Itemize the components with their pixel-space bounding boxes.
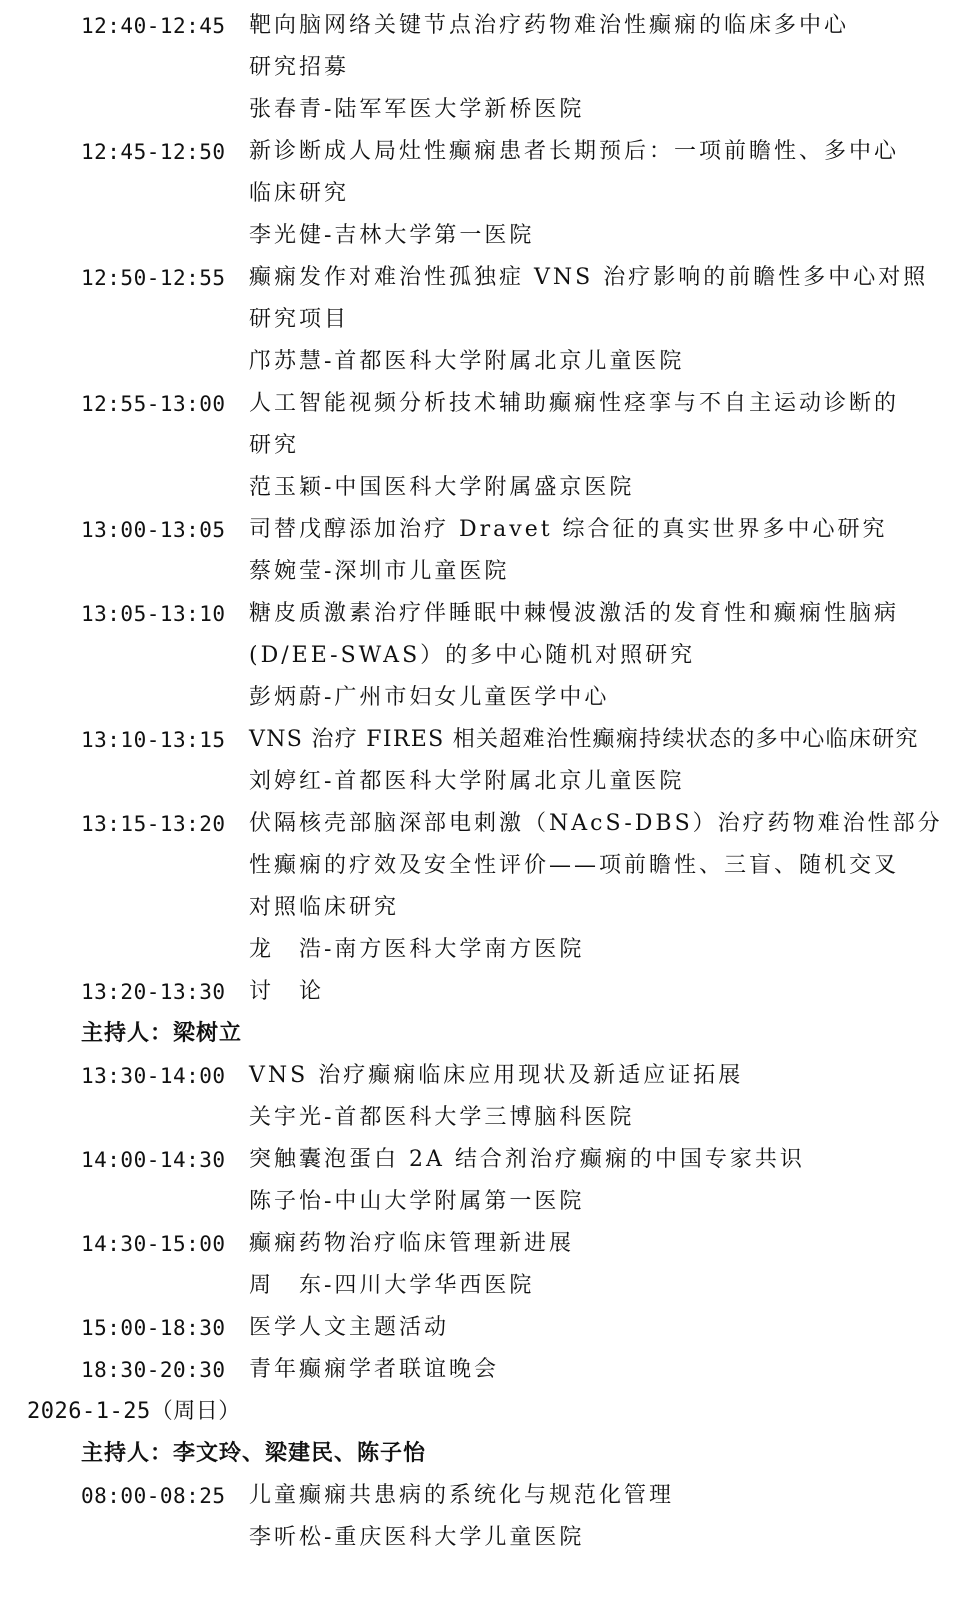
agenda-row	[0, 1140, 959, 1180]
session-speaker: 关宇光-首都医科大学三博脑科医院	[249, 1105, 635, 1130]
session-time: 12:40-12:45	[81, 14, 226, 38]
session-title: 靶向脑网络关键节点治疗药物难治性癫痫的临床多中心	[249, 13, 850, 38]
session-speaker: 张春青-陆军军医大学新桥医院	[249, 97, 585, 122]
agenda-row	[0, 678, 959, 718]
session-title-continued: 研究招募	[249, 55, 350, 80]
session-time: 14:00-14:30	[81, 1148, 226, 1172]
session-title-continued: 性癫痫的疗效及安全性评价——项前瞻性、三盲、随机交叉	[249, 853, 900, 878]
agenda-row	[0, 174, 959, 214]
session-title-continued: 对照临床研究	[249, 895, 400, 920]
session-time: 08:00-08:25	[81, 1484, 226, 1508]
agenda-row	[0, 6, 959, 46]
agenda-row	[0, 846, 959, 886]
session-title: 突触囊泡蛋白 2A 结合剂治疗癫痫的中国专家共识	[249, 1147, 805, 1172]
agenda-row	[0, 1266, 959, 1306]
agenda-row	[0, 1434, 959, 1474]
session-title: 青年癫痫学者联谊晚会	[249, 1357, 500, 1382]
session-time: 13:15-13:20	[81, 812, 226, 836]
agenda-row	[0, 636, 959, 676]
agenda-row	[0, 594, 959, 634]
agenda-row	[0, 468, 959, 508]
session-speaker: 陈子怡-中山大学附属第一医院	[249, 1189, 585, 1214]
agenda-row	[0, 888, 959, 928]
session-speaker: 蔡婉莹-深圳市儿童医院	[249, 559, 510, 584]
session-title: 讨 论	[249, 979, 325, 1004]
session-time: 14:30-15:00	[81, 1232, 226, 1256]
session-speaker: 范玉颖-中国医科大学附属盛京医院	[249, 475, 635, 500]
session-title: VNS 治疗癫痫临床应用现状及新适应证拓展	[249, 1063, 744, 1088]
agenda-row	[0, 1350, 959, 1390]
agenda-row	[0, 1056, 959, 1096]
session-time: 13:10-13:15	[81, 728, 226, 752]
agenda-row	[0, 930, 959, 970]
agenda-row	[0, 258, 959, 298]
session-title: 伏隔核壳部脑深部电刺激（NAcS-DBS）治疗药物难治性部分	[249, 811, 943, 836]
session-time: 12:45-12:50	[81, 140, 226, 164]
session-speaker: 刘婷红-首都医科大学附属北京儿童医院	[249, 769, 685, 794]
session-title: 癫痫发作对难治性孤独症 VNS 治疗影响的前瞻性多中心对照	[249, 265, 929, 290]
session-title: 新诊断成人局灶性癫痫患者长期预后：一项前瞻性、多中心	[249, 139, 900, 164]
agenda-row	[0, 342, 959, 382]
session-time: 12:50-12:55	[81, 266, 226, 290]
session-time: 13:05-13:10	[81, 602, 226, 626]
agenda-row	[0, 1392, 959, 1432]
session-speaker: 彭炳蔚-广州市妇女儿童医学中心	[249, 685, 610, 710]
agenda-row	[0, 762, 959, 802]
session-title-continued: 研究	[249, 433, 300, 458]
agenda-row	[0, 1182, 959, 1222]
agenda-row	[0, 1098, 959, 1138]
session-title-continued: (D/EE-SWAS）的多中心随机对照研究	[249, 643, 696, 668]
session-host: 主持人：李文玲、梁建民、陈子怡	[81, 1441, 427, 1466]
session-title: 癫痫药物治疗临床管理新进展	[249, 1231, 575, 1256]
agenda-row	[0, 804, 959, 844]
session-title: 司替戊醇添加治疗 Dravet 综合征的真实世界多中心研究	[249, 517, 888, 542]
session-speaker: 李光健-吉林大学第一医院	[249, 223, 535, 248]
agenda-row	[0, 48, 959, 88]
agenda-row	[0, 720, 959, 760]
session-speaker: 李听松-重庆医科大学儿童医院	[249, 1525, 585, 1550]
agenda-row	[0, 1476, 959, 1516]
session-time: 13:30-14:00	[81, 1064, 226, 1088]
session-title: VNS 治疗 FIRES 相关超难治性癫痫持续状态的多中心临床研究	[249, 727, 919, 752]
session-title-continued: 研究项目	[249, 307, 350, 332]
agenda-row	[0, 300, 959, 340]
session-time: 12:55-13:00	[81, 392, 226, 416]
session-title: 糖皮质激素治疗伴睡眠中棘慢波激活的发育性和癫痫性脑病	[249, 601, 900, 626]
agenda-row	[0, 1308, 959, 1348]
agenda-row	[0, 384, 959, 424]
session-time: 18:30-20:30	[81, 1358, 226, 1382]
agenda-row	[0, 552, 959, 592]
day-heading: 2026-1-25（周日）	[27, 1399, 241, 1424]
agenda-row	[0, 1518, 959, 1558]
session-time: 15:00-18:30	[81, 1316, 226, 1340]
session-host: 主持人：梁树立	[81, 1021, 243, 1046]
session-speaker: 龙 浩-南方医科大学南方医院	[249, 937, 585, 962]
agenda-row	[0, 216, 959, 256]
session-title: 人工智能视频分析技术辅助癫痫性痉挛与不自主运动诊断的	[249, 391, 900, 416]
agenda-row	[0, 132, 959, 172]
agenda-row	[0, 1014, 959, 1054]
agenda-row	[0, 510, 959, 550]
session-speaker: 邝苏慧-首都医科大学附属北京儿童医院	[249, 349, 685, 374]
session-title: 儿童癫痫共患病的系统化与规范化管理	[249, 1483, 675, 1508]
session-time: 13:20-13:30	[81, 980, 226, 1004]
session-time: 13:00-13:05	[81, 518, 226, 542]
agenda-row	[0, 90, 959, 130]
session-speaker: 周 东-四川大学华西医院	[249, 1273, 535, 1298]
agenda-row	[0, 1224, 959, 1264]
session-title: 医学人文主题活动	[249, 1315, 450, 1340]
agenda-row	[0, 972, 959, 1012]
agenda-row	[0, 426, 959, 466]
session-title-continued: 临床研究	[249, 181, 350, 206]
